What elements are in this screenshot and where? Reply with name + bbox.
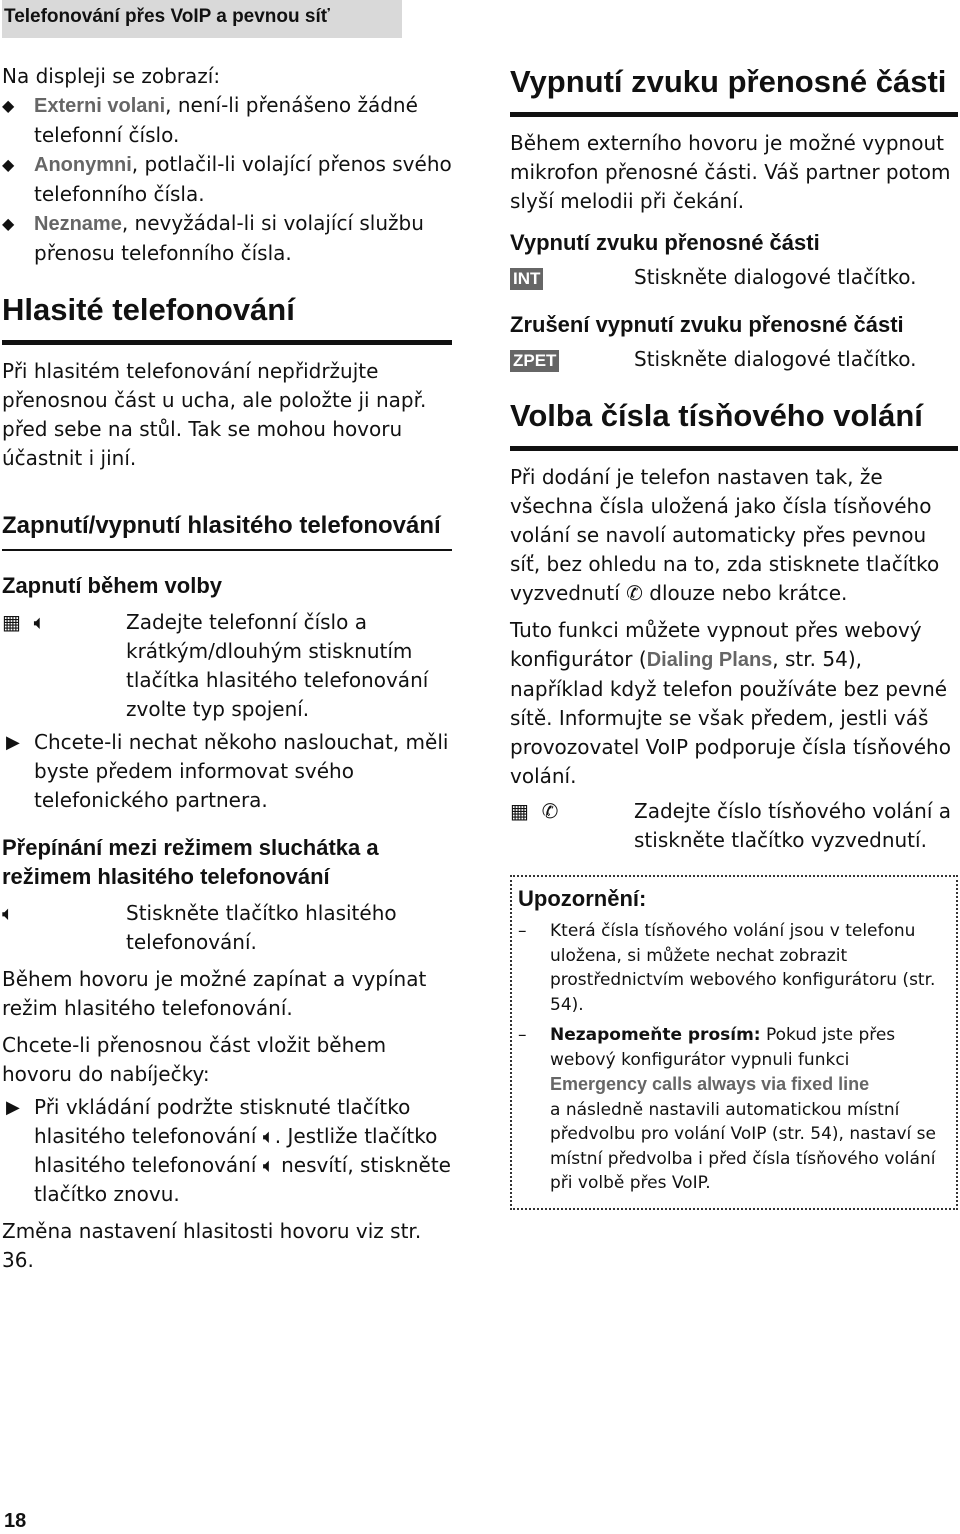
note-item: – Která čísla tísňového volání jsou v telefonu uložena, si můžete nechat zobrazit prostřednictvím webového konfigurátoru (str. 54). <box>518 921 936 1015</box>
heading-unmute: Zrušení vypnutí zvuku přenosné části <box>510 312 904 337</box>
list-item: ◆ Externi volani, není-li přenášeno žádné telefonní číslo. <box>2 93 418 147</box>
note-title: Upozornění: <box>518 886 647 911</box>
toggle-during-call-text: Během hovoru je možné zapínat a vypínat režim hlasitého telefonování. <box>2 967 427 1020</box>
speaker-key-icon: 🔈︎ <box>2 901 14 925</box>
step-emergency-dial: ▦ ✆ Zadejte číslo tísňového volání a stiskněte tlačítko vyzvednutí. <box>510 799 952 852</box>
caller-display-list <box>2 91 452 268</box>
heading-mute: Vypnutí zvuku přenosné části <box>510 230 820 255</box>
charger-intro-text: Chcete-li přenosnou část vložit během hovoru do nabíječky: <box>2 1033 387 1086</box>
page-header <box>2 0 402 38</box>
instruction-inform-partner: ▶ Chcete-li nechat někoho naslouchat, měli byste předem informovat svého telefonického partnera. <box>6 730 449 812</box>
keypad-handset-icon: ▦ ✆ <box>510 799 559 823</box>
step-dial: ▦ 🔈︎ Zadejte telefonní číslo a krátkým/dlouhým stisknutím tlačítka hlasitého telefonování zvolte typ spojení. <box>2 610 429 721</box>
arrow-right-icon: ▶ <box>6 732 20 753</box>
page-header-title: Telefonování přes VoIP a pevnou síť <box>4 6 330 27</box>
step-press-speaker: 🔈︎ Stiskněte tlačítko hlasitého telefonování. <box>2 901 397 954</box>
diamond-bullet-icon: ◆ <box>2 155 15 174</box>
heading-switch-mode: Přepínání mezi režimem sluchátka a režimem hlasitého telefonování <box>2 835 379 889</box>
volume-reference-text: Změna nastavení hlasitosti hovoru viz str. 36. <box>2 1219 422 1272</box>
step-unmute: ZPET Stiskněte dialogové tlačítko. <box>510 345 958 374</box>
keypad-speaker-icon: ▦ 🔈︎ <box>2 610 46 634</box>
note-box <box>510 875 958 1210</box>
handset-icon: ✆ <box>626 581 643 605</box>
diamond-bullet-icon: ◆ <box>2 96 15 115</box>
speaker-key-icon: 🔈︎ <box>262 1153 275 1177</box>
section-heading-emergency: Volba čísla tísňového volání <box>510 396 958 451</box>
zpet-softkey: ZPET <box>510 350 559 372</box>
heading-during-dial: Zapnutí během volby <box>2 573 223 598</box>
list-item: ◆ Nezname, nevyžádal-li si volající službu přenosu telefonního čísla. <box>2 211 424 265</box>
subsection-heading-toggle: Zapnutí/vypnutí hlasitého telefonování <box>2 509 452 551</box>
intro-text: Na displeji se zobrazí: <box>2 64 221 88</box>
emergency-intro-text: Při dodání je telefon nastaven tak, že všechna čísla uložená jako čísla tísňového volání se navolí automaticky přes pevnou síť, bez ohledu na to, zda stisknete tlačítko vyzvednutí ✆ dlouze nebo krátce. <box>510 465 940 605</box>
emergency-disable-text: Tuto funkci můžete vypnout přes webový konfigurátor (Dialing Plans, str. 54), například když telefon používáte bez pevné sítě. Informujte se však předem, jestli váš provozovatel VoIP podporuje čísla tísňového volání. <box>510 618 951 788</box>
page-number: 18 <box>4 1510 27 1532</box>
speaker-key-icon: 🔈︎ <box>262 1124 275 1148</box>
section-heading-speaker: Hlasité telefonování <box>2 290 452 345</box>
speaker-intro-text: Při hlasitém telefonování nepřidržujte přenosnou část u ucha, ale položte ji např. před sebe na stůl. Tak se mohou hovoru účastnit i jiní. <box>2 359 427 470</box>
list-item: ◆ Anonymni, potlačil-li volající přenos svého telefonního čísla. <box>2 152 452 206</box>
section-heading-mute: Vypnutí zvuku přenosné části <box>510 62 958 117</box>
diamond-bullet-icon: ◆ <box>2 214 15 233</box>
step-mute: INT Stiskněte dialogové tlačítko. <box>510 263 958 292</box>
left-column <box>2 62 452 1275</box>
right-column <box>510 62 958 1210</box>
int-softkey: INT <box>510 268 543 290</box>
note-item: – Nezapomeňte prosím: Pokud jste přes webový konfigurátor vypnuli funkci Emergency calls always via fixed line a následně nastavili automatickou místní předvolbu pro volání VoIP (str. 54), nastaví se místní předvolba i před čísla tísňového volání při volbě přes VoIP. <box>518 1025 937 1193</box>
arrow-right-icon: ▶ <box>6 1097 20 1118</box>
mute-intro-text: Během externího hovoru je možné vypnout mikrofon přenosné části. Váš partner potom slyší melodii při čekání. <box>510 131 951 213</box>
instruction-charger: ▶ Při vkládání podržte stisknuté tlačítko hlasitého telefonování 🔈︎. Jestliže tlačítko hlasitého telefonování 🔈︎ nesvítí, stiskněte tlačítko znovu. <box>6 1095 451 1206</box>
